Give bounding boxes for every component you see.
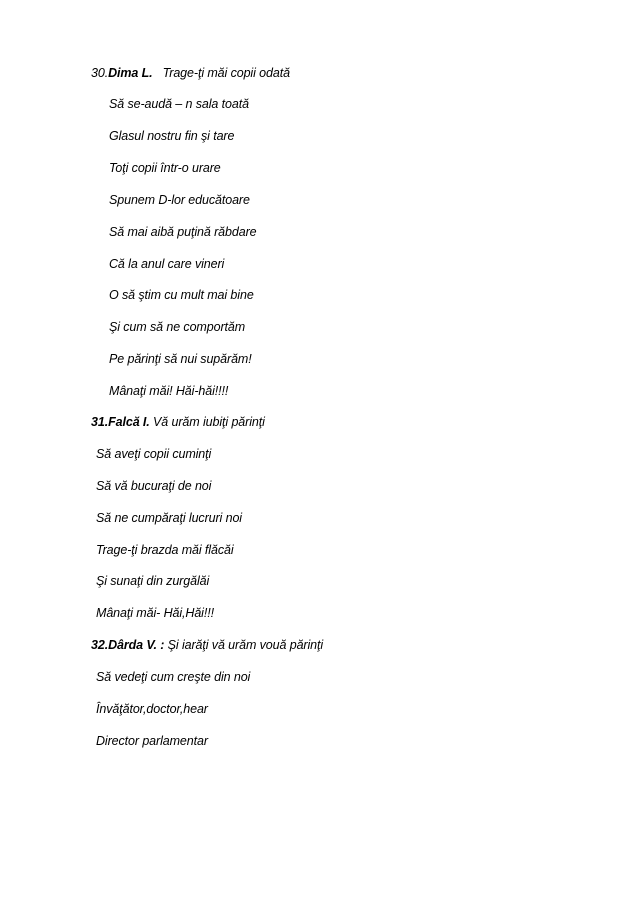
verse-line: Şi cum să ne comportăm (109, 320, 246, 334)
verse-line: Să vă bucuraţi de noi (96, 479, 212, 493)
stanza-number: 32. (91, 638, 109, 652)
verse-line: Director parlamentar (96, 734, 208, 748)
verse-line: Pe părinţi să nui supărăm! (109, 352, 252, 366)
stanza-speaker: Falcă I. (108, 415, 150, 429)
verse-line: O să ştim cu mult mai bine (109, 288, 254, 302)
verse-line: Că la anul care vineri (109, 257, 225, 271)
verse-line: Să ne cumpăraţi lucruri noi (96, 511, 242, 525)
stanza-number: 30. (91, 66, 109, 80)
stanza-speaker: Dârda V. : (108, 638, 165, 652)
stanza-first-line: Şi iarăţi vă urăm vouă părinţi (167, 638, 324, 652)
verse-line: Învăţător,doctor,hear (96, 702, 208, 716)
verse-line: Să aveţi copii cuminţi (96, 447, 212, 461)
verse-line: Mânaţi măi! Hăi-hăi!!!! (109, 384, 229, 398)
stanza-heading (91, 414, 265, 430)
stanza-speaker: Dima L. (108, 66, 153, 80)
verse-line: Mânaţi măi- Hăi,Hăi!!! (96, 606, 214, 620)
verse-line: Să mai aibă puţină răbdare (109, 225, 257, 239)
stanza-number: 31. (91, 415, 109, 429)
stanza-first-line: Vă urăm iubiţi părinţi (153, 415, 265, 429)
stanza-heading (91, 637, 323, 653)
stanza-heading (91, 65, 290, 81)
verse-line: Glasul nostru fin şi tare (109, 129, 235, 143)
verse-line: Să vedeţi cum creşte din noi (96, 670, 251, 684)
stanza-first-line: Trage-ţi măi copii odată (162, 66, 290, 80)
verse-line: Toţi copii într-o urare (109, 161, 221, 175)
verse-line: Spunem D-lor educătoare (109, 193, 250, 207)
verse-line: Să se-audă – n sala toată (109, 97, 249, 111)
verse-line: Şi sunaţi din zurgălăi (96, 574, 210, 588)
verse-line: Trage-ţi brazda măi flăcăi (96, 543, 234, 557)
